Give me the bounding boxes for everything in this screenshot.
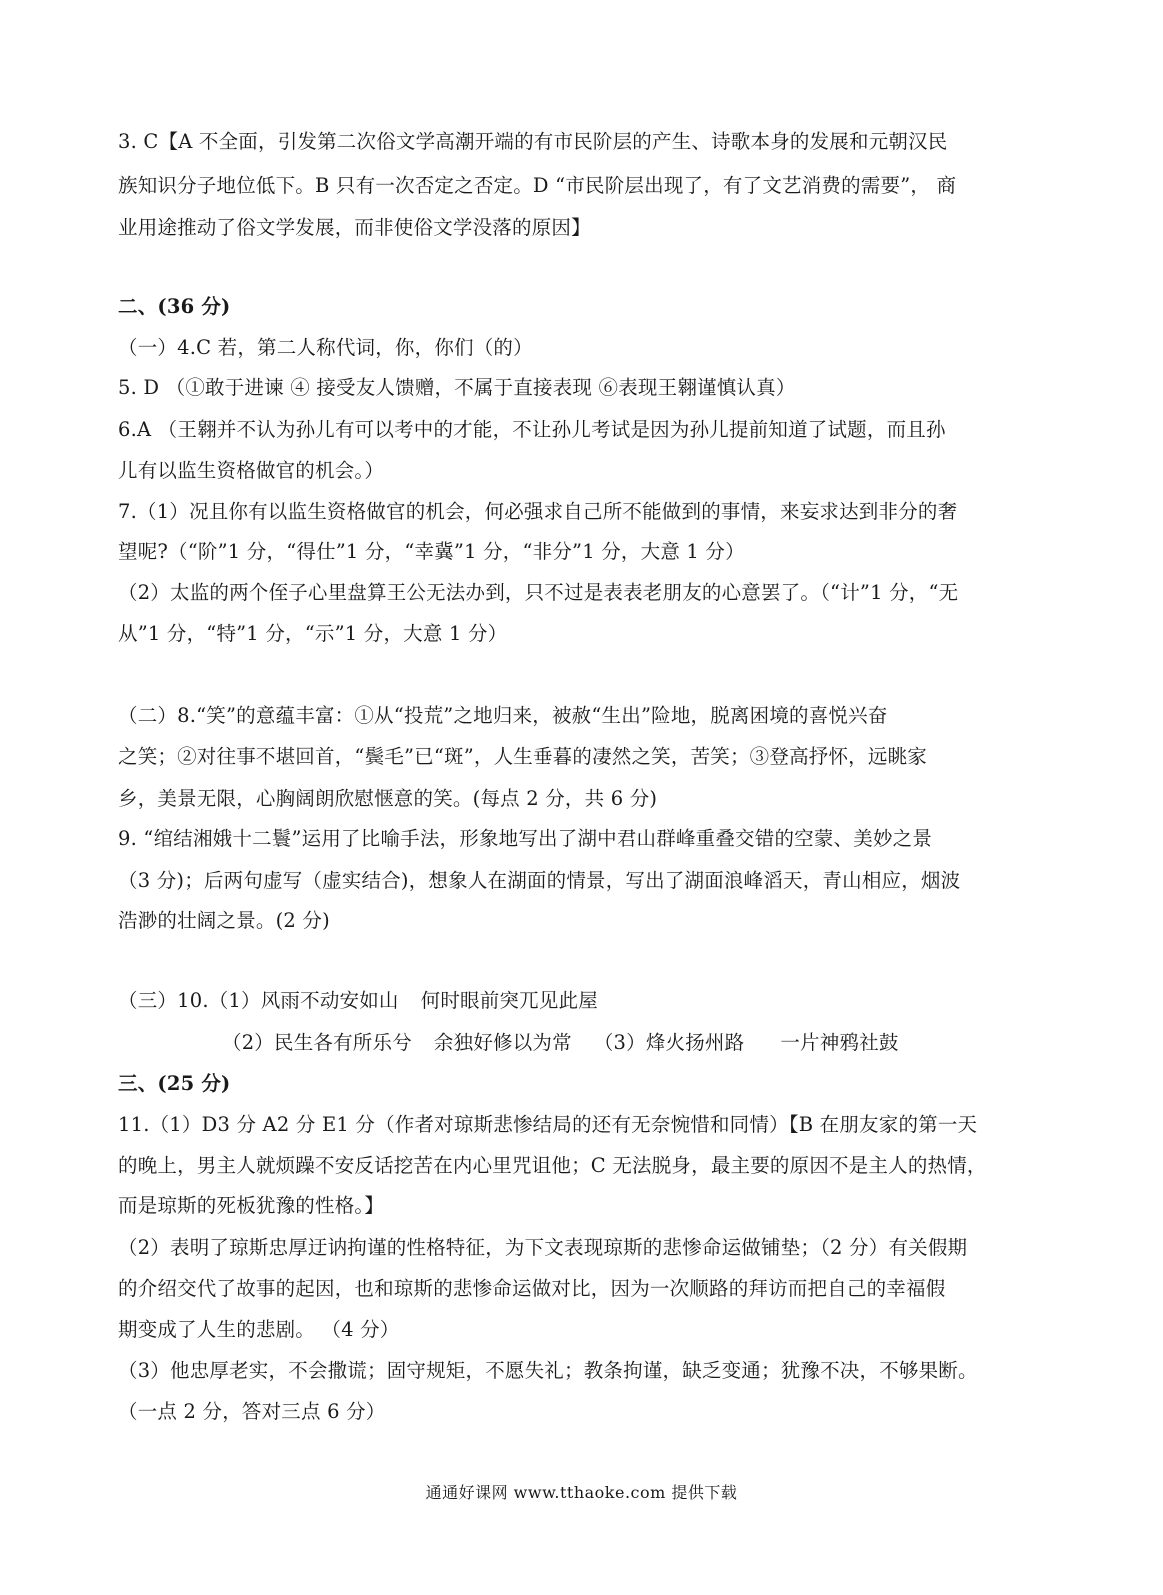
answer-8-line-2: 之笑；②对往事不堪回首，“鬓毛”已“斑”，人生垂暮的凄然之笑，苦笑；③登高抒怀，远眺家	[118, 745, 927, 768]
answer-7-2-line-1: （2）太监的两个侄子心里盘算王公无法办到，只不过是表表老朋友的心意罢了。（“计”1 分，“无	[118, 581, 959, 604]
answer-11-3-line-1: （3）他忠厚老实，不会撒谎；固守规矩，不愿失礼；教条拘谨，缺乏变通；犹豫不决，不够果断。	[118, 1359, 978, 1382]
answer-10-2-second: 余独好修以为常	[433, 1031, 572, 1054]
answer-7-2-line-2: 从”1 分，“特”1 分，“示”1 分，大意 1 分）	[118, 622, 508, 645]
answer-3-line-1: 3. C【A 不全面，引发第二次俗文学高潮开端的有市民阶层的产生、诗歌本身的发展和元朝汉民	[118, 130, 948, 153]
answer-10-3-first: （3）烽火扬州路	[593, 1031, 745, 1054]
page-footer: 通通好课网 www.tthaoke.com 提供下载	[425, 1483, 738, 1502]
section-2-heading: 二、(36 分)	[118, 295, 231, 318]
answer-9-line-2: （3 分)；后两句虚写（虚实结合)，想象人在湖面的情景，写出了湖面浪峰滔天，青山相应，烟波	[118, 869, 961, 892]
answer-10-3-second: 一片神鸦社鼓	[780, 1031, 899, 1054]
answer-8-line-1: （二）8.“笑”的意蕴丰富：①从“投荒”之地归来，被赦“生出”险地，脱离困境的喜悦兴奋	[118, 704, 888, 727]
answer-8-line-3: 乡，美景无限，心胸阔朗欣慰惬意的笑。(每点 2 分，共 6 分)	[118, 787, 658, 810]
answer-3-line-3: 业用途推动了俗文学发展，而非使俗文学没落的原因】	[118, 216, 591, 239]
answer-11-1-line-3: 而是琼斯的死板犹豫的性格。】	[118, 1194, 385, 1217]
answer-5-line: 5. D （①敢于进谏 ④ 接受友人馈赠，不属于直接表现 ⑥表现王翱谨慎认真）	[118, 376, 796, 399]
answer-11-2-line-1: （2）表明了琼斯忠厚迂讷拘谨的性格特征，为下文表现琼斯的悲惨命运做铺垫；（2 分）有关假期	[118, 1236, 968, 1259]
answer-11-1-line-2: 的晚上，男主人就烦躁不安反话挖苦在内心里咒诅他；C 无法脱身，最主要的原因不是主人的热情，	[118, 1154, 987, 1177]
answer-3-line-2: 族知识分子地位低下。B 只有一次否定之否定。D “市民阶层出现了，有了文艺消费的需要”， 商	[118, 174, 957, 197]
section-3-heading: 三、(25 分)	[118, 1072, 231, 1095]
answer-10-2-first: （2）民生各有所乐兮	[222, 1031, 412, 1054]
answer-11-2-line-2: 的介绍交代了故事的起因，也和琼斯的悲惨命运做对比，因为一次顺路的拜访而把自己的幸福假	[118, 1277, 946, 1300]
answer-9-line-1: 9. “绾结湘娥十二鬟”运用了比喻手法，形象地写出了湖中君山群峰重叠交错的空蒙、美妙之景	[118, 827, 933, 850]
answer-9-line-3: 浩渺的壮阔之景。(2 分)	[118, 909, 330, 932]
answer-10-line-1	[118, 986, 1048, 1016]
answer-10-line-2	[222, 1028, 1152, 1058]
answer-6-line-2: 儿有以监生资格做官的机会。）	[118, 459, 385, 482]
answer-10-1-second: 何时眼前突兀见此屋	[420, 989, 598, 1012]
answer-4-line: （一）4.C 若，第二人称代词，你，你们（的）	[118, 336, 533, 359]
answer-11-2-line-3: 期变成了人生的悲剧。 （4 分）	[118, 1318, 400, 1341]
answer-7-1-line-2: 望呢?（“阶”1 分，“得仕”1 分，“幸冀”1 分，“非分”1 分，大意 1 分）	[118, 540, 745, 563]
answer-6-line-1: 6.A （王翱并不认为孙儿有可以考中的才能，不让孙儿考试是因为孙儿提前知道了试题，而且孙	[118, 418, 946, 441]
answer-10-1-first: （三）10.（1）风雨不动安如山	[118, 989, 399, 1012]
answer-7-1-line-1: 7.（1）况且你有以监生资格做官的机会，何必强求自己所不能做到的事情，来妄求达到非分的奢	[118, 500, 958, 523]
answer-11-3-line-2: （一点 2 分，答对三点 6 分）	[118, 1400, 386, 1423]
answer-11-1-line-1: 11.（1）D3 分 A2 分 E1 分（作者对琼斯悲惨结局的还有无奈惋惜和同情）【B 在朋友家的第一天	[118, 1113, 978, 1136]
